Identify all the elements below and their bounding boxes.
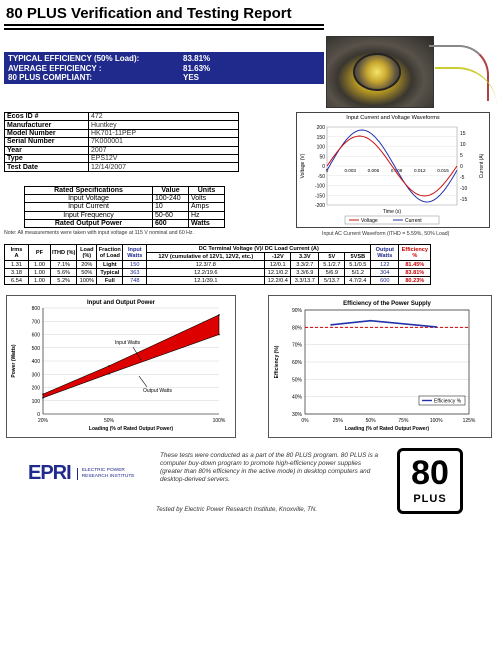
y-tick-label: 60% [291,360,302,366]
cell: 363 [123,269,147,277]
y-tick-label: -200 [314,203,325,209]
cell: 1.00 [29,277,51,285]
col-header: Watts [377,252,393,259]
col-header: Fraction [98,246,121,253]
output-point [108,373,110,375]
cell: 150 [123,261,147,269]
cell: 5/6.9 [319,269,345,277]
spec-label: Rated Output Power [25,219,153,227]
x-tick-label: 0.012 [414,168,426,173]
epri-logo [28,462,134,485]
info-key: Manufacturer [5,121,89,129]
cell: 12.2/0.4 [265,277,291,285]
cell: 122 [371,261,399,269]
power-supply-photo [326,36,434,108]
info-value: HK701-11PEP [89,129,239,137]
x-tick-label: 0.003 [344,168,356,173]
y-tick-label: 100 [316,144,325,151]
cell: 600 [371,277,399,285]
y-tick-label: 80% [291,325,302,332]
x-tick-label: 0% [301,418,309,424]
output-point [42,397,44,399]
spec-value: 10 [153,203,189,211]
cell: 748 [123,277,147,285]
banner-value: 83.81% [183,54,211,63]
waveform-chart [296,112,490,228]
spec-label: Input Voltage [25,195,153,203]
epri-line: RESEARCH INSTITUTE [81,473,135,479]
table-row [5,277,431,285]
y-tick-label: 600 [31,332,40,339]
y-tick-label: 50% [291,377,302,384]
spec-label: Input Frequency [25,211,153,219]
cell: 12.1/0.2 [265,269,291,277]
y-tick-label: 800 [31,306,40,312]
col-header: -12V [265,253,291,261]
spec-value: 50-60 [153,211,189,219]
cell: 1.31 [5,261,29,269]
cell: Full [97,277,123,285]
badge-text: PLUS [413,493,447,505]
info-key: Type [5,154,89,162]
series-annotation: Input Watts [115,340,141,346]
series-annotation: Output Watts [143,388,172,394]
cell: 50% [77,269,97,277]
info-row [5,163,239,171]
cell: 304 [371,269,399,277]
spec-value: 600 [153,219,189,227]
cell: 3.18 [5,269,29,277]
input-point [218,314,220,316]
efficiency-chart [268,295,492,438]
program-description: These tests were conducted as a part of the 80 PLUS program. 80 PLUS is a computer buy-down program to promote high-efficiency power supplies (greater than 80% efficiency in the active mode) in desktop computers and desktop-derived servers. [160,452,379,483]
y-tick-label: 50 [319,154,325,161]
efficiency-banner [4,52,324,84]
x-tick-label: 75% [398,418,409,424]
col-header: Load [80,246,94,253]
info-key: Test Date [5,163,89,171]
x-axis-label: Loading (% of Rated Output Power) [88,426,174,432]
col-header: 5VSB [345,253,371,261]
spec-header: Units [189,187,225,195]
efficiency-point [435,326,437,328]
x-tick-label: 20% [37,418,49,424]
col-header: A [14,252,19,259]
info-key: Year [5,146,89,154]
info-key: Serial Number [5,138,89,146]
cell: 3.3/13.7 [291,277,319,285]
x-tick-label: 0.009 [390,168,403,173]
y-tick-label: 0 [322,164,325,170]
tested-by: Tested by Electric Power Research Institute, Knoxville, TN. [156,506,318,513]
x-axis-label: Time (s) [382,209,402,215]
col-header: Efficiency [401,246,429,253]
legend-box [345,216,439,224]
col-header: PF [29,245,51,261]
col-header: (%) [82,252,92,259]
col-header: ITHD (%) [51,245,77,261]
y-axis-label: Power (Watts) [11,344,17,378]
cell: 3.3/6.9 [291,269,319,277]
cell: 12.3/7.8 [147,261,265,269]
cell: 5/1.2 [345,269,371,277]
info-row [5,129,239,137]
power-plot [7,296,235,437]
col-header: 5V [319,253,345,261]
cell: 5.1/2.7 [319,261,345,269]
col-header: of Load [99,252,120,259]
col-header: 3.3V [291,253,319,261]
cell: 4.7/2.4 [345,277,371,285]
cell: 12/0.1 [265,261,291,269]
title-rule-bottom [4,28,324,30]
legend-current-label: Current [405,218,422,224]
cell: 5.1/0.5 [345,261,371,269]
y-tick-label: 700 [31,319,40,326]
y2-tick-label: 10 [460,142,466,148]
col-header: % [412,252,418,259]
efficiency-plot [269,296,491,437]
page-title: 80 PLUS Verification and Testing Report [6,5,292,22]
cell: 80.23% [399,277,431,285]
efficiency-line [331,321,436,327]
x-tick-label: 0 [325,168,329,173]
y-tick-label: -150 [314,193,325,200]
y-axis-label: Voltage (V) [300,153,306,179]
y-tick-label: 70% [291,342,302,349]
y-tick-label: 300 [31,372,40,379]
cell: 81.45% [399,261,431,269]
info-value: 12/14/2007 [89,163,239,171]
rated-specs-table [24,186,225,228]
y2-tick-label: 5 [460,153,463,159]
input-point [108,365,110,367]
y2-tick-label: -10 [460,186,468,192]
cell: Typical [97,269,123,277]
info-row [5,138,239,146]
banner-label: 80 PLUS COMPLIANT: [8,73,93,82]
epri-wordmark: EPRI [28,462,71,484]
cell: 20% [77,261,97,269]
spec-header: Rated Specifications [25,187,153,195]
spec-unit: Watts [189,219,225,227]
col-header: Irms [10,246,23,253]
waveform-plot [297,121,489,225]
cell: 1.00 [29,261,51,269]
x-tick-label: 50% [103,418,115,424]
y2-tick-label: 15 [460,131,466,137]
x-tick-label: 50% [365,418,376,424]
info-value: 2007 [89,146,239,154]
y-tick-label: 0 [37,412,40,418]
spec-row [25,195,225,203]
x-tick-label: 125% [462,418,476,424]
waveform-caption: Input AC Current Waveform (ITHD = 5.59%, 50% Load) [322,231,450,237]
info-value: 472 [89,113,239,121]
y-tick-label: 30% [291,412,302,418]
output-point [218,334,220,336]
power-band-area [43,315,219,398]
spec-unit: Volts [189,195,225,203]
col-header: DC Terminal Voltage (V)/ DC Load Current (A) [147,245,371,253]
efficiency-point [370,320,372,322]
y2-tick-label: 0 [460,164,463,170]
y-tick-label: 500 [31,345,40,352]
cell: 3.3/2.7 [291,261,319,269]
y2-tick-label: -5 [460,175,465,181]
cell: 1.00 [29,269,51,277]
badge-number: 80 [411,454,449,492]
banner-label: TYPICAL EFFICIENCY (50% Load): [8,54,140,63]
banner-row [8,64,320,74]
y-axis-label: Efficiency (%) [274,345,280,379]
x-tick-label: 0.015 [437,168,449,173]
cell: 12.1/39.1 [147,277,265,285]
chart-title: Efficiency of the Power Supply [343,301,431,307]
spec-row [25,211,225,219]
epri-line: ELECTRIC POWER [81,467,125,473]
waveform-title: Input Current and Voltage Waveforms [346,115,440,121]
cell: 12.2/19.6 [147,269,265,277]
power-chart [6,295,236,438]
y-tick-label: -50 [317,173,325,180]
cell: 5.6% [51,269,77,277]
x-tick-label: 25% [332,418,343,424]
info-value: EPS12V [89,154,239,162]
cell: 100% [77,277,97,285]
y2-axis-label: Current (A) [479,153,485,179]
y-tick-label: 400 [31,359,40,365]
spec-header: Value [153,187,189,195]
measurement-note: Note: All measurements were taken with input voltage at 115 V nominal and 60 Hz. [4,230,194,236]
info-key: Ecos ID # [5,113,89,121]
col-header: Output [375,246,394,253]
y-tick-label: 150 [316,134,325,141]
cell: 5.2% [51,277,77,285]
banner-label: AVERAGE EFFICIENCY : [8,63,102,73]
title-rule-top [4,24,324,26]
spec-row [25,219,225,227]
spec-value: 100-240 [153,195,189,203]
x-axis-label: Loading (% of Rated Output Power) [344,426,430,432]
info-value: Huntkey [89,121,239,129]
info-value: 7K000001 [89,138,239,146]
cell: 6.54 [5,277,29,285]
banner-row [8,73,320,83]
y-tick-label: 100 [31,398,40,405]
banner-value: YES [183,73,200,82]
y-tick-label: 40% [291,394,302,401]
legend-label: Efficiency % [434,398,462,405]
y-tick-label: 200 [31,385,40,392]
chart-title: Input and Output Power [87,300,155,306]
test-results-table [4,244,431,285]
info-row [5,113,239,121]
x-tick-label: 0.006 [367,168,380,173]
cell: 83.81% [399,269,431,277]
col-header: Watts [127,252,143,259]
annotation-arrow [139,376,147,387]
spec-unit: Amps [189,203,225,211]
y-tick-label: 90% [291,308,302,314]
cell: 7.1% [51,261,77,269]
y-tick-label: 200 [316,125,325,131]
table-row [5,261,431,269]
fan-graphic [353,53,401,91]
y-tick-label: -100 [314,183,325,190]
y2-tick-label: -15 [460,197,468,203]
unit-info-table [4,112,239,172]
info-row [5,154,239,162]
x-tick-label: 100% [212,418,226,424]
info-row [5,146,239,154]
table-row [5,269,431,277]
efficiency-point [330,324,332,326]
cell: Light [97,261,123,269]
cell: 5/13.7 [319,277,345,285]
spec-unit: Hz [189,211,225,219]
80-plus-badge [397,448,463,514]
x-tick-label: 100% [429,418,443,424]
col-header: Input [127,246,142,253]
col-header: 12V (cumulative of 12V1, 12V2, etc.) [147,253,265,261]
input-point [42,393,44,395]
spec-row [25,203,225,211]
banner-row [8,54,320,64]
legend-voltage-label: Voltage [361,218,378,224]
banner-value: 81.63% [183,63,211,73]
info-key: Model Number [5,129,89,137]
spec-label: Input Current [25,203,153,211]
info-row [5,121,239,129]
